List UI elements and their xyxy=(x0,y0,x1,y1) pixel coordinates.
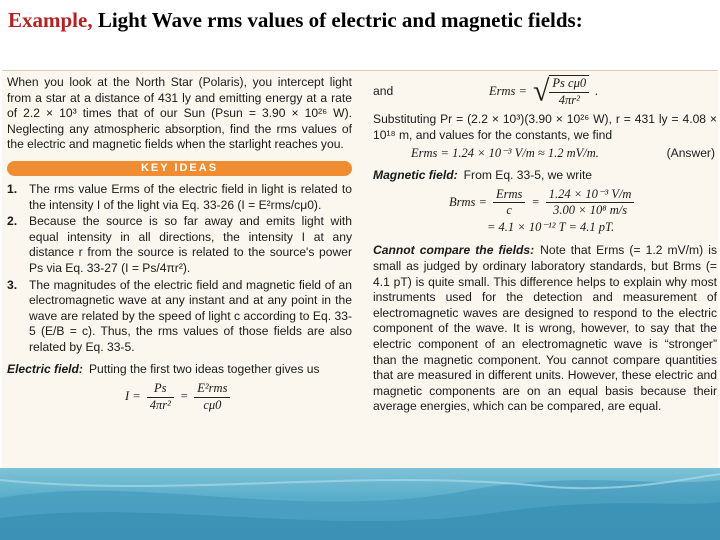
eq-i-fraction-field xyxy=(194,381,230,413)
textbook-scan xyxy=(2,70,718,469)
right-column xyxy=(373,75,717,415)
compare-text: Note that Erms (= 1.2 mV/m) is small as judged by ordinary laboratory standards, but Brms (= 4.1 pT) is quite small. This difference helps to explain why most instruments used for the detection and measurement of electromagnetic waves are designed to respond to the electric component of the wave. It is wrong, however, to say that the electric component of an electromagnetic wave is “stronger” than the magnetic component. You cannot compare quantities that are measured in different units. However, these electric and magnetic components are on an equal basis because their average energies, which can be compared, are equal. xyxy=(373,243,717,414)
substituting-paragraph: Substituting Pr = (2.2 × 10³)(3.90 × 10²⁶ W), r = 431 ly = 4.08 × 10¹⁸ m, and values for the constants, we find xyxy=(373,112,717,142)
key-ideas-list xyxy=(7,182,352,356)
problem-statement: When you look at the North Star (Polaris), you intercept light from a star at a distance of 431 ly and emitting energy at a rate of 2.2 × 10³ times that of our Sun (Psun = 3.90 × 10²⁶ W). Neglecting any atmospheric absorption, find the rms values of the electric and magnetic fields when the starlight reaches you. xyxy=(7,75,352,152)
left-column xyxy=(7,75,352,413)
eq-i-lhs: I = xyxy=(125,389,141,404)
electric-field-label: Electric field: xyxy=(7,361,83,376)
footer-band xyxy=(0,468,720,540)
key-idea-number: 1. xyxy=(7,181,18,196)
key-idea-text: Because the source is so far away and emits light with equal intensity in all directions, the intensity I at any distance r from the source is related to the source's power Ps via Eq. 33-27 (I = Ps/4πr²). xyxy=(29,214,352,275)
brms-result: = 4.1 × 10⁻¹² T = 4.1 pT. xyxy=(487,219,615,234)
key-idea-text: The rms value Erms of the electric field in light is related to the intensity I of the light via Eq. 33-26 (I = E²rms/cμ0). xyxy=(29,181,352,212)
eq-i-numerator: Ps xyxy=(147,381,174,398)
key-idea-item xyxy=(7,182,352,213)
brms-numerator-1: Erms xyxy=(493,187,525,204)
slide-title xyxy=(8,8,583,33)
electric-field-paragraph xyxy=(7,362,352,378)
eq-i-fraction-power xyxy=(147,381,174,413)
square-root xyxy=(533,75,589,108)
erms-formula-row xyxy=(373,75,717,108)
magnetic-field-text: From Eq. 33-5, we write xyxy=(463,167,593,182)
erms-result-row xyxy=(411,146,717,162)
answer-label: (Answer) xyxy=(666,146,715,161)
intensity-equation xyxy=(125,381,352,413)
brms-fraction-2 xyxy=(546,187,635,219)
brms-numerator-2: 1.24 × 10⁻³ V/m xyxy=(546,187,635,204)
brms-denominator-2: 3.00 × 10⁸ m/s xyxy=(553,203,628,218)
key-idea-number: 2. xyxy=(7,214,18,229)
erms-formula xyxy=(489,75,598,108)
eq-i-denominator-2: cμ0 xyxy=(203,397,222,412)
brms-equation xyxy=(449,187,717,219)
erms-denominator: 4πr² xyxy=(558,92,580,107)
title-main: Light Wave rms values of electric and magnetic fields: xyxy=(97,8,583,32)
key-idea-item xyxy=(7,214,352,276)
wave-decoration xyxy=(0,468,720,540)
erms-result: Erms = 1.24 × 10⁻³ V/m ≈ 1.2 mV/m. xyxy=(411,146,599,161)
electric-field-text: Putting the first two ideas together gives us xyxy=(88,361,320,376)
brms-fraction-1 xyxy=(493,187,525,219)
key-idea-number: 3. xyxy=(7,277,18,292)
eq-i-equals: = xyxy=(179,389,189,404)
magnetic-field-label: Magnetic field: xyxy=(373,167,458,182)
eq-i-numerator-2: E²rms xyxy=(194,381,230,398)
radical-sign: √ xyxy=(532,74,550,108)
title-prefix: Example, xyxy=(8,8,98,32)
key-idea-item xyxy=(7,278,352,356)
and-label: and xyxy=(373,83,394,98)
compare-label: Cannot compare the fields: xyxy=(373,243,535,258)
erms-lhs: Erms = xyxy=(489,83,527,98)
eq-i-denominator: 4πr² xyxy=(149,397,171,412)
brms-lhs: Brms = xyxy=(449,194,487,209)
erms-numerator: Ps cμ0 xyxy=(549,76,589,93)
brms-denominator-1: c xyxy=(506,203,512,218)
key-idea-text: The magnitudes of the electric field and magnetic field of an electromagnetic wave at any instant and at any point in the wave are related by the speed of light c according to Eq. 33-5 (E/B = c). Thus, the rms values of those fields are also related by Eq. 33-5. xyxy=(29,277,352,354)
compare-paragraph xyxy=(373,243,717,415)
key-ideas-bar: KEY IDEAS xyxy=(7,161,352,176)
erms-period: . xyxy=(595,83,599,98)
brms-equals: = xyxy=(531,194,540,209)
magnetic-field-paragraph xyxy=(373,168,717,184)
